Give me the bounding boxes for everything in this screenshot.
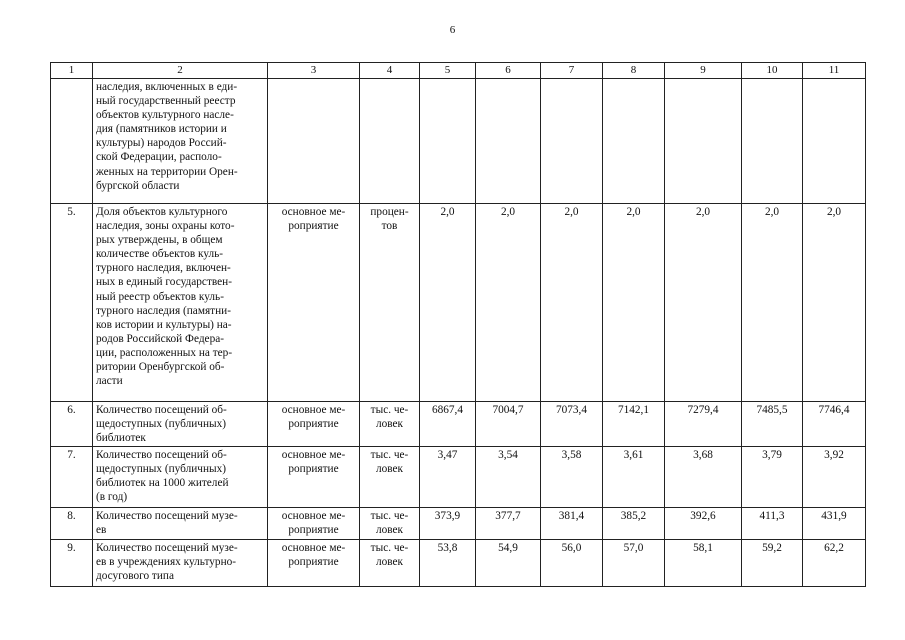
value-cell — [476, 79, 541, 204]
column-header: 5 — [420, 63, 476, 79]
unit: тыс. че- ловек — [360, 540, 420, 587]
value-cell — [742, 79, 803, 204]
value-cell: 62,2 — [803, 540, 866, 587]
row-number — [51, 79, 93, 204]
table-row — [51, 79, 866, 204]
table-row — [51, 508, 866, 540]
row-number: 6. — [51, 402, 93, 447]
value-cell: 7746,4 — [803, 402, 866, 447]
column-header: 10 — [742, 63, 803, 79]
table-row — [51, 447, 866, 508]
value-cell: 2,0 — [603, 204, 665, 402]
column-header: 4 — [360, 63, 420, 79]
row-number: 5. — [51, 204, 93, 402]
value-cell: 3,47 — [420, 447, 476, 508]
value-cell: 3,92 — [803, 447, 866, 508]
value-cell: 7142,1 — [603, 402, 665, 447]
value-cell: 6867,4 — [420, 402, 476, 447]
indicator-name: наследия, включенных в еди- ный государственный реестр объектов культурного насле- дия (памятников истории и культуры) народов Россий- ской Федерации, располо- женных на территории Орен- бургской области — [93, 79, 268, 204]
value-cell: 57,0 — [603, 540, 665, 587]
value-cell: 7279,4 — [665, 402, 742, 447]
value-cell: 3,68 — [665, 447, 742, 508]
value-cell: 54,9 — [476, 540, 541, 587]
value-cell: 392,6 — [665, 508, 742, 540]
value-cell: 7004,7 — [476, 402, 541, 447]
value-cell: 2,0 — [541, 204, 603, 402]
measure-type: основное ме- роприятие — [268, 508, 360, 540]
table-row — [51, 402, 866, 447]
column-header: 2 — [93, 63, 268, 79]
column-header: 7 — [541, 63, 603, 79]
measure-type: основное ме- роприятие — [268, 447, 360, 508]
value-cell: 381,4 — [541, 508, 603, 540]
measure-type: основное ме- роприятие — [268, 402, 360, 447]
value-cell: 7485,5 — [742, 402, 803, 447]
value-cell: 2,0 — [420, 204, 476, 402]
value-cell: 3,58 — [541, 447, 603, 508]
value-cell: 2,0 — [476, 204, 541, 402]
row-number: 7. — [51, 447, 93, 508]
unit: процен- тов — [360, 204, 420, 402]
value-cell: 411,3 — [742, 508, 803, 540]
indicator-name: Количество посещений об- щедоступных (публичных) библиотек на 1000 жителей (в год) — [93, 447, 268, 508]
indicator-name: Количество посещений об- щедоступных (публичных) библиотек — [93, 402, 268, 447]
value-cell: 3,79 — [742, 447, 803, 508]
value-cell — [420, 79, 476, 204]
column-header: 3 — [268, 63, 360, 79]
indicator-name: Количество посещений музе- ев в учреждениях культурно- досугового типа — [93, 540, 268, 587]
column-header: 8 — [603, 63, 665, 79]
indicators-table — [50, 62, 866, 587]
column-header: 6 — [476, 63, 541, 79]
table-row — [51, 204, 866, 402]
page-number: 6 — [449, 24, 456, 36]
table-row — [51, 540, 866, 587]
column-header: 1 — [51, 63, 93, 79]
value-cell: 58,1 — [665, 540, 742, 587]
value-cell — [541, 79, 603, 204]
indicator-name: Доля объектов культурного наследия, зоны охраны кото- рых утверждены, в общем количестве объектов куль- турного наследия, включен- ных в единый государствен- ный реестр объектов куль- турного наследия (памятни- ков истории и культуры) на- родов Российской Федера- ции, расположенных на тер- ритории Оренбургской об- ласти — [93, 204, 268, 402]
value-cell: 56,0 — [541, 540, 603, 587]
value-cell: 7073,4 — [541, 402, 603, 447]
unit: тыс. че- ловек — [360, 508, 420, 540]
value-cell: 3,54 — [476, 447, 541, 508]
value-cell: 431,9 — [803, 508, 866, 540]
value-cell: 3,61 — [603, 447, 665, 508]
row-number: 8. — [51, 508, 93, 540]
value-cell — [665, 79, 742, 204]
value-cell: 2,0 — [742, 204, 803, 402]
unit: тыс. че- ловек — [360, 402, 420, 447]
value-cell: 2,0 — [665, 204, 742, 402]
measure-type: основное ме- роприятие — [268, 540, 360, 587]
value-cell: 2,0 — [803, 204, 866, 402]
unit: тыс. че- ловек — [360, 447, 420, 508]
value-cell — [803, 79, 866, 204]
column-header: 9 — [665, 63, 742, 79]
column-header: 11 — [803, 63, 866, 79]
column-number-row — [51, 63, 866, 79]
value-cell: 59,2 — [742, 540, 803, 587]
value-cell: 373,9 — [420, 508, 476, 540]
value-cell: 377,7 — [476, 508, 541, 540]
measure-type — [268, 79, 360, 204]
value-cell: 385,2 — [603, 508, 665, 540]
value-cell — [603, 79, 665, 204]
indicator-name: Количество посещений музе- ев — [93, 508, 268, 540]
row-number: 9. — [51, 540, 93, 587]
unit — [360, 79, 420, 204]
value-cell: 53,8 — [420, 540, 476, 587]
measure-type: основное ме- роприятие — [268, 204, 360, 402]
